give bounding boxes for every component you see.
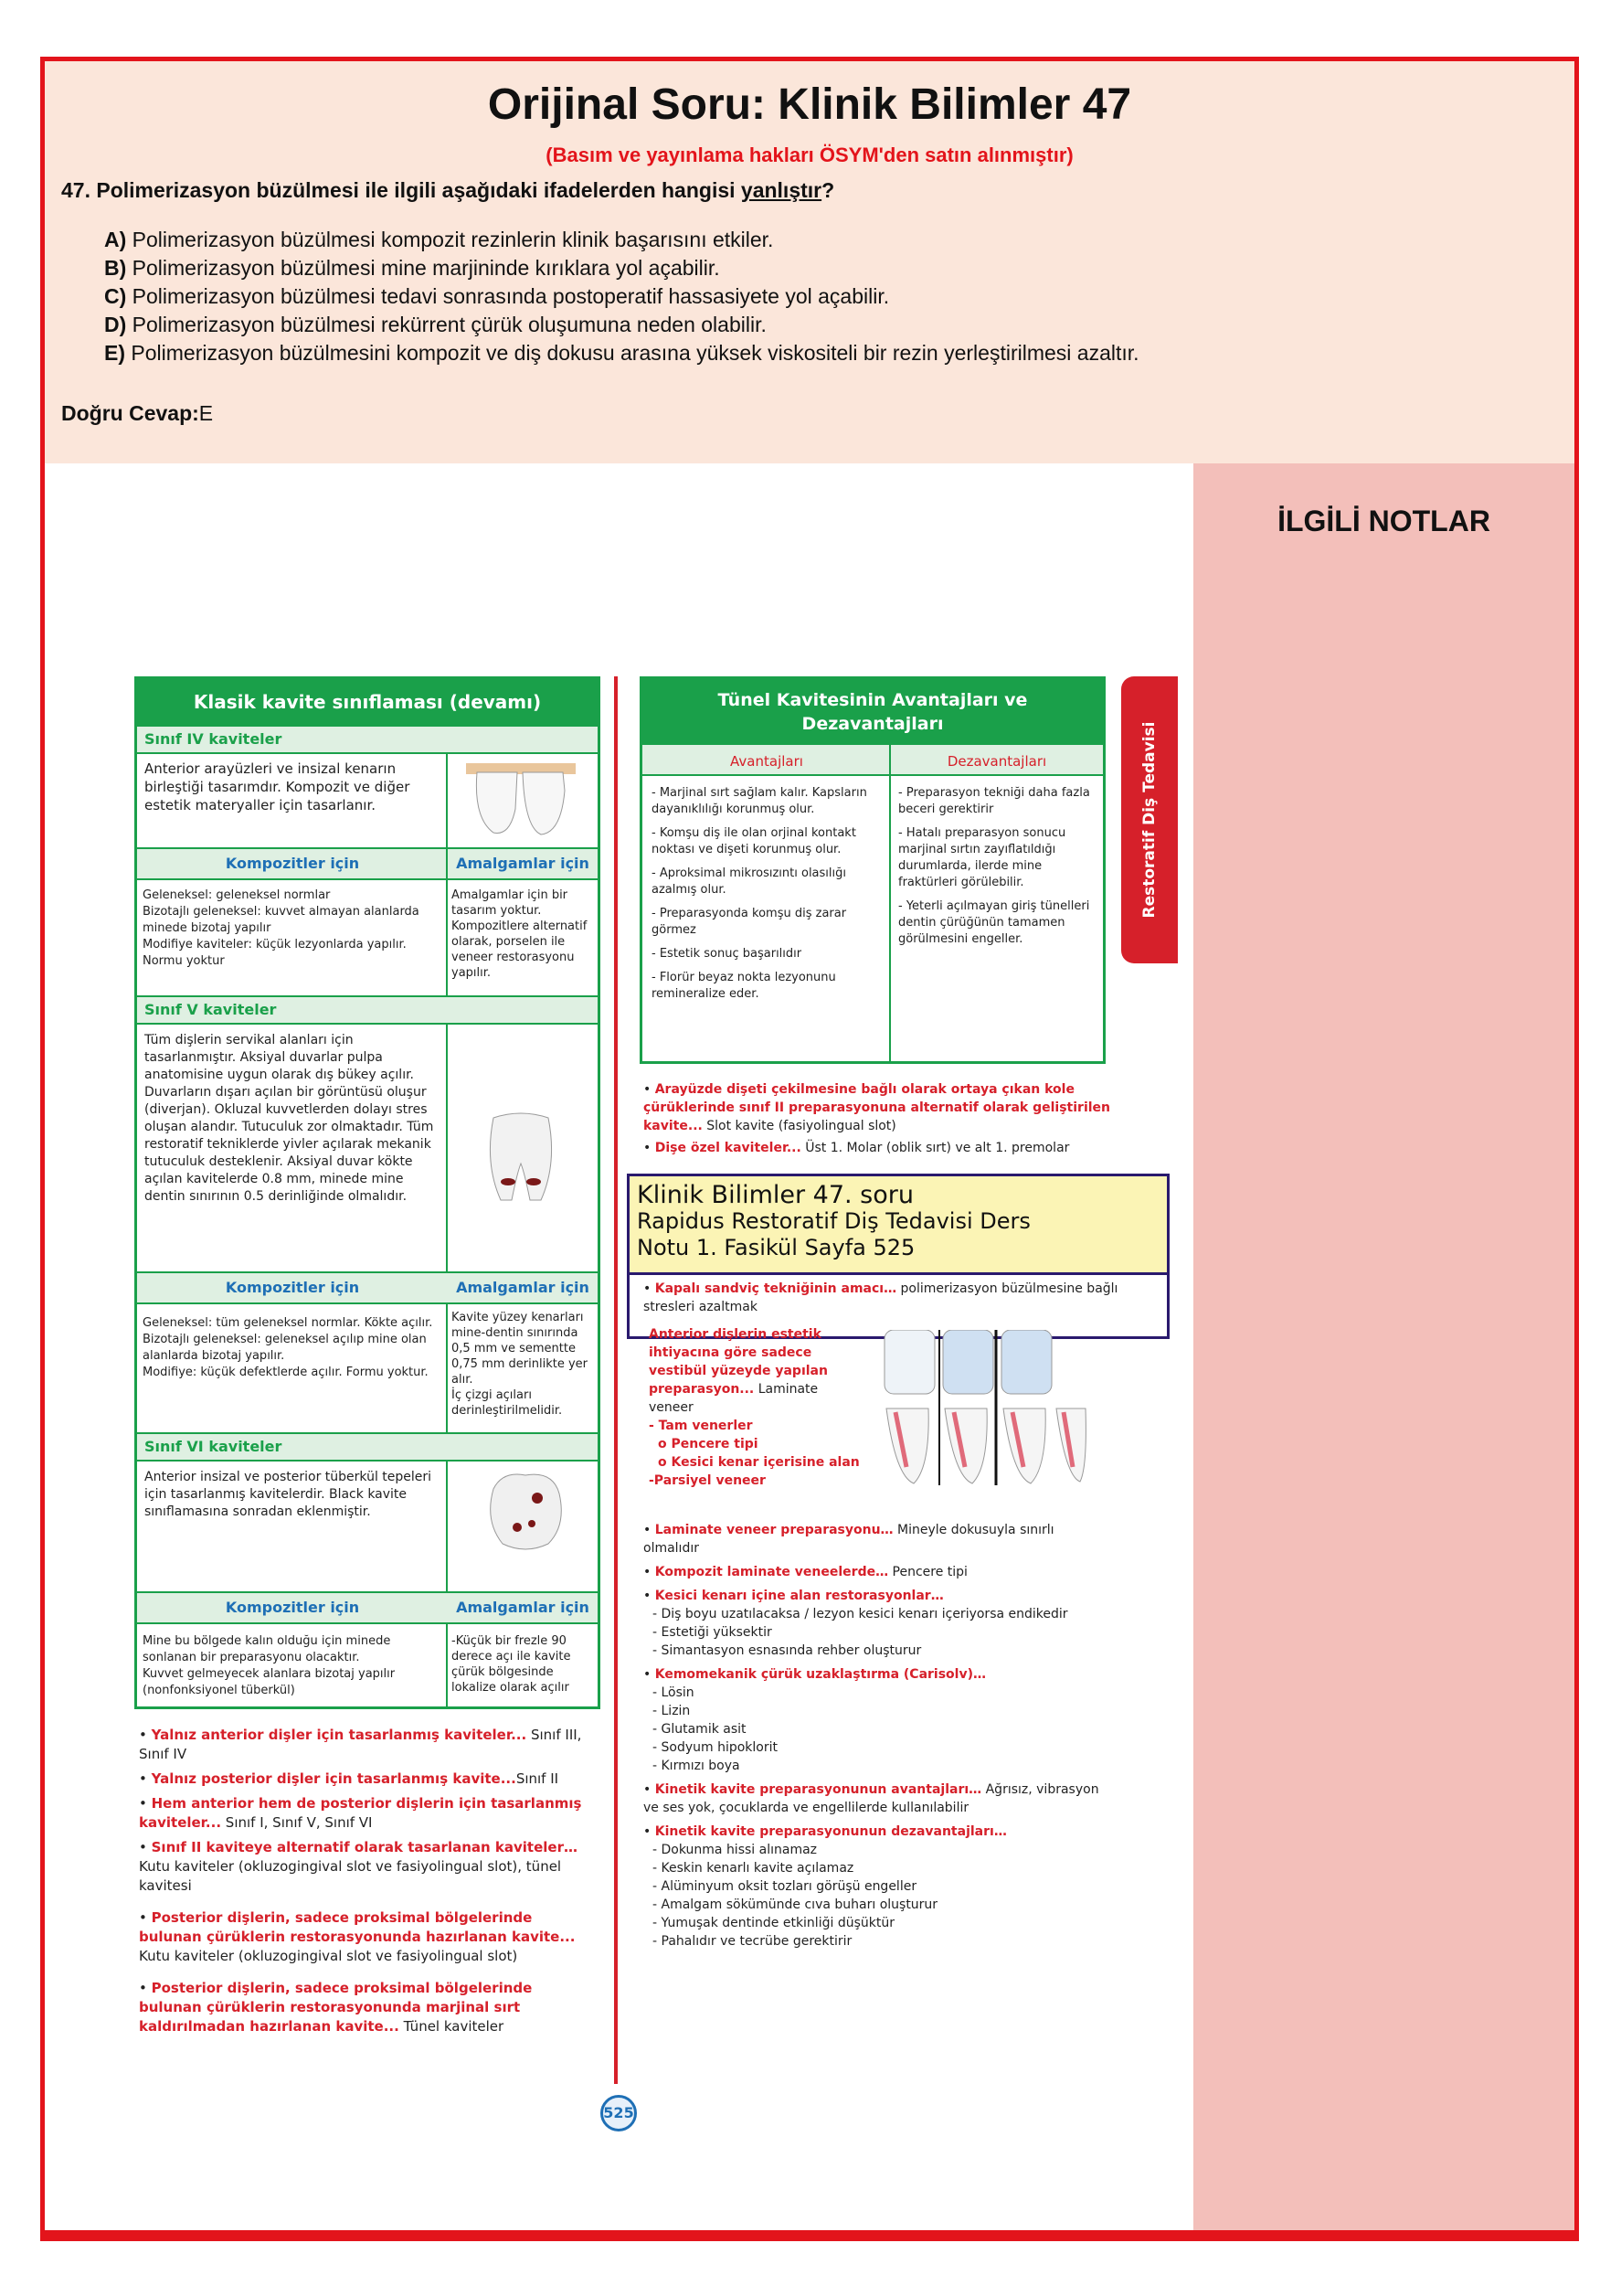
col-composites-iv: Kompozitler için xyxy=(225,855,360,872)
col-amalgams-iv: Amalgamlar için xyxy=(456,855,589,872)
question-title: Orijinal Soru: Klinik Bilimler 47 xyxy=(487,80,1132,129)
list-item: - Estetik sonuç başarılıdır xyxy=(652,947,802,961)
page-number: 525 xyxy=(600,2095,637,2131)
class-vi-composites: Mine bu bölgede kalın olduğu için minede sonlanan bir preparasyonu olacaktır. Kuvvet gelmeyecek alanlara bizotaj yapılır (nonfonksiyonel tüberkül) xyxy=(143,1634,396,1697)
list-item: • Yalnız anterior dişler için tasarlanmış kaviteler... Sınıf III, Sınıf IV xyxy=(139,1727,582,1762)
list-item: - Preparasyonda komşu diş zarar görmez xyxy=(652,907,847,937)
veneer-types-image xyxy=(877,1330,1087,1485)
list-item: • Posterior dişlerin, sadece proksimal bölgelerinde bulunan çürüklerin restorasyonunda hazırlanan kavite... Kutu kaviteler (okluzogingival slot ve fasiyolingual slot) xyxy=(139,1909,576,1964)
list-item: • Kinetik kavite preparasyonunun dezavantajları… - Dokunma hissi alınamaz - Keskin kenarlı kavite açılamaz - Alüminyum oksit tozları görüşü engeller - Amalgam sökümünde cıva buharı oluşturur - Yumuşak dentinde etkinliği düşüktür - Pahalıdır ve tecrübe gerektirir xyxy=(643,1824,1007,1949)
list-item: • Arayüzde dişeti çekilmesine bağlı olarak ortaya çıkan kole çürüklerinde sınıf II preparasyonuna alternatif olarak geliştirilen kavite... Slot kavite (fasiyolingual slot) xyxy=(643,1082,1111,1133)
list-item: • Sınıf II kaviteye alternatif olarak tasarlanan kaviteler… Kutu kaviteler (okluzogingival slot ve fasiyolingual slot), tünel kavitesi xyxy=(139,1839,577,1894)
list-item: • Kesici kenarı içine alan restorasyonlar… - Diş boyu uzatılacaksa / lezyon kesici kenarı içeriyorsa endikedir - Estetiği yüksektir - Simantasyon esnasında rehber oluşturur xyxy=(643,1589,1068,1658)
tunnel-cavity-box xyxy=(640,676,1106,1064)
right-bullet-list-bottom xyxy=(643,1521,1111,1951)
class-vi-heading: Sınıf VI kaviteler xyxy=(137,1432,598,1462)
left-bullet-list xyxy=(139,1726,598,2036)
advantages-list xyxy=(652,785,884,1003)
box-title: Tünel Kavitesinin Avantajları ve Dezavantajları xyxy=(642,679,1103,745)
reference-note-box: Klinik Bilimler 47. soru Rapidus Restoratif Diş Tedavisi Ders Notu 1. Fasikül Sayfa 525 xyxy=(627,1174,1170,1275)
question-stem: 47. Polimerizasyon büzülmesi ile ilgili aşağıdaki ifadelerden hangisi yanlıştır? xyxy=(61,178,835,202)
notes-title: İLGİLİ NOTLAR xyxy=(1277,505,1490,537)
class-iv-amalgams: Amalgamlar için bir tasarım yoktur. Kompozitlere alternatif olarak, porselen ile veneer restorasyonu yapılır. xyxy=(451,888,588,980)
list-item: • Dişe özel kaviteler... Üst 1. Molar (oblik sırt) ve alt 1. premolar xyxy=(643,1141,1070,1155)
col-amalgams-v: Amalgamlar için xyxy=(456,1279,589,1296)
list-item: - Marjinal sırt sağlam kalır. Kapsların dayanıklılığı korunmuş olur. xyxy=(652,786,867,816)
right-bullet-list-top xyxy=(643,1080,1111,1157)
class-iv-heading: Sınıf IV kaviteler xyxy=(137,725,598,754)
class-vi-amalgams: -Küçük bir frezle 90 derece açı ile kavite çürük bölgesinde lokalize olarak açılır xyxy=(451,1634,571,1695)
col-advantages: Avantajları xyxy=(730,753,803,770)
sandwich-bullet: • Kapalı sandviç tekniğinin amacı… polimerizasyon büzülmesine bağlı stresleri azaltmak xyxy=(643,1281,1118,1314)
class-v-heading: Sınıf V kaviteler xyxy=(137,995,598,1025)
list-item: - Florür beyaz nokta lezyonunu remineralize eder. xyxy=(652,971,836,1001)
chapter-side-tab: Restoratif Diş Tedavisi xyxy=(1121,676,1178,963)
list-item: • Posterior dişlerin, sadece proksimal bölgelerinde bulunan çürüklerin restorasyonunda marjinal sırt kaldırılmadan hazırlanan kavite... Tünel kaviteler xyxy=(139,1980,533,2035)
option-c: C) Polimerizasyon büzülmesi tedavi sonrasında postoperatif hassasiyete yol açabilir. xyxy=(104,284,890,308)
molar-occlusal-image xyxy=(484,1471,567,1553)
class-v-composites: Geleneksel: tüm geleneksel normlar. Kökte açılır. Bizotajlı geleneksel: geleneksel açılıp mine olan alanlarda bizotaj yapılır. Modifiye: küçük defektlerde açılır. Formu yoktur. xyxy=(143,1316,433,1379)
option-e: E) Polimerizasyon büzülmesini kompozit ve diş dokusu arasına yüksek viskositeli bir rezin yerleştirilmesi azaltır. xyxy=(104,341,1139,365)
incisor-image xyxy=(466,763,576,836)
col-amalgams-vi: Amalgamlar için xyxy=(456,1599,589,1616)
list-item: - Komşu diş ile olan orjinal kontakt noktası ve dişeti korunmuş olur. xyxy=(652,826,856,856)
list-item: - Hatalı preparasyon sonucu marjinal sırtın zayıflatıldığı durumlarda, ilerde mine fraktürleri görülebilir. xyxy=(898,826,1066,889)
list-item: • Kemomekanik çürük uzaklaştırma (Carisolv)… - Lösin - Lizin - Glutamik asit - Sodyum hipoklorit - Kırmızı boya xyxy=(643,1667,986,1773)
option-b: B) Polimerizasyon büzülmesi mine marjininde kırıklara yol açabilir. xyxy=(104,256,720,280)
disadvantages-list xyxy=(898,785,1096,948)
option-a: A) Polimerizasyon büzülmesi kompozit rezinlerin klinik başarısını etkiler. xyxy=(104,228,774,251)
class-vi-desc: Anterior insizal ve posterior tüberkül tepeleri için tasarlanmış kavitelerdir. Black kavite sınıflamasına sonradan eklenmiştir. xyxy=(144,1470,432,1519)
list-item: • Kompozit laminate veneelerde… Pencere tipi xyxy=(643,1565,968,1579)
col-disadvantages: Dezavantajları xyxy=(947,753,1047,770)
class-v-amalgams: Kavite yüzey kenarları mine-dentin sınırında 0,5 mm ve sementte 0,75 mm derinlikte yer alır. İç çizgi açıları derinleştirilmelidir. xyxy=(451,1311,588,1418)
list-item: • Hem anterior hem de posterior dişlerin için tasarlanmış kaviteler... Sınıf I, Sınıf V, Sınıf VI xyxy=(139,1795,582,1831)
bottom-bar xyxy=(40,2230,1579,2241)
class-v-desc: Tüm dişlerin servikal alanları için tasarlanmıştır. Aksiyal duvarlar pulpa anatomisine uygun olarak dış bükey açılır. Duvarların dışarı açılan bir görüntüsü oluşur (diverjan). Okluzal kuvvetlerden dolayı stres oluşan alandır. Tutuculuk zor olmaktadır. Tüm restoratif tekniklerde yivler açılarak mekanik tutuculuk desteklenir. Aksiyal duvar kökte açılan kavitelerde 0.8 mm, minede mine dentin sınırının 0.5 derinliğinde olmalıdır. xyxy=(144,1033,434,1204)
col-composites-vi: Kompozitler için xyxy=(225,1599,360,1616)
list-item: • Yalnız posterior dişler için tasarlanmış kavite...Sınıf II xyxy=(139,1770,559,1787)
list-item: - Aproksimal mikrosızıntı olasılığı azalmış olur. xyxy=(652,866,846,897)
cervical-cavity-image xyxy=(475,1109,567,1209)
list-item: - Preparasyon tekniği daha fazla beceri gerektirir xyxy=(898,786,1090,816)
cavity-classification-box xyxy=(134,676,600,1709)
box-title: Klasik kavite sınıflaması (devamı) xyxy=(137,679,598,725)
veneer-section: Anterior dişlerin estetik ihtiyacına göre sadece vestibül yüzeyde yapılan preparasyon... Laminate veneer - Tam venerler o Pencere tipi o Kesici kenar içerisine alan -Parsiyel veneer xyxy=(649,1327,860,1488)
copyright-note: (Basım ve yayınlama hakları ÖSYM'den satın alınmıştır) xyxy=(546,144,1074,166)
option-d: D) Polimerizasyon büzülmesi rekürrent çürük oluşumuna neden olabilir. xyxy=(104,313,767,336)
list-item: • Laminate veneer preparasyonu… Mineyle dokusuyla sınırlı olmalıdır xyxy=(643,1523,1054,1556)
col-composites-v: Kompozitler için xyxy=(225,1279,360,1296)
class-iv-desc: Anterior arayüzleri ve insizal kenarın birleştiği tasarımdır. Kompozit ve diğer estetik materyaller için tasarlanır. xyxy=(144,760,410,813)
correct-answer: Doğru Cevap:E xyxy=(61,401,214,425)
list-item: - Yeterli açılmayan giriş tünelleri dentin çürüğünün tamamen görülmesini engeller. xyxy=(898,899,1090,946)
list-item: • Kinetik kavite preparasyonunun avantajları… Ağrısız, vibrasyon ve ses yok, çocuklarda ve engellilerde kullanılabilir xyxy=(643,1782,1099,1815)
class-iv-composites: Geleneksel: geleneksel normlar Bizotajlı geleneksel: kuvvet almayan alanlarda minede bizotaj yapılır Modifiye kaviteler: küçük lezyonlarda yapılır. Normu yoktur xyxy=(143,888,419,968)
underlined-word: yanlıştır xyxy=(740,178,822,202)
column-divider xyxy=(614,676,618,2084)
